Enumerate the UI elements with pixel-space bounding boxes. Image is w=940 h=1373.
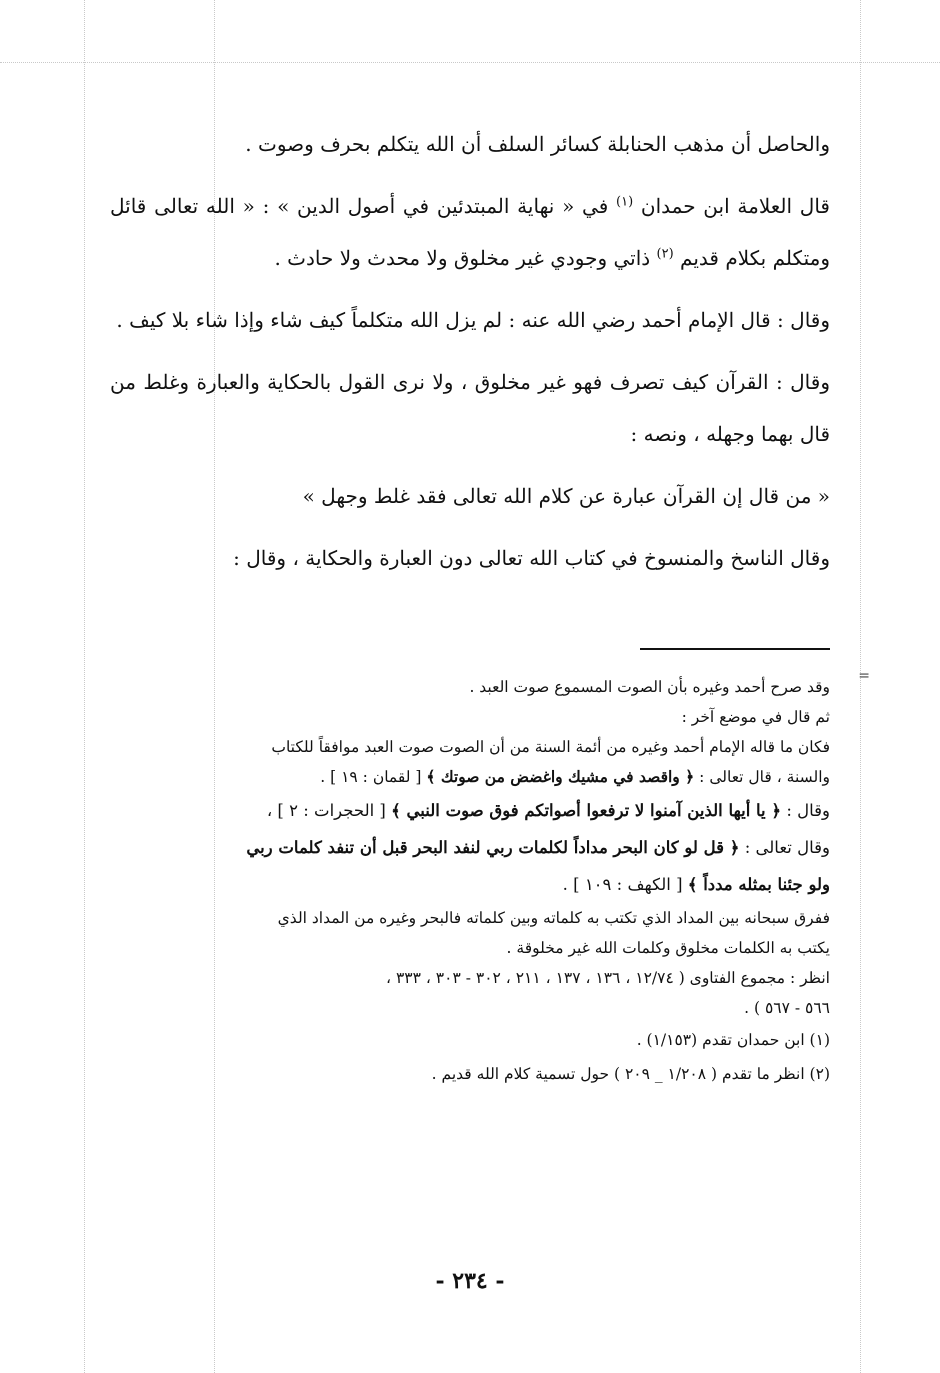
verse-citation: [ الكهف : ١٠٩ ] .	[562, 875, 688, 894]
footnote-line	[110, 993, 830, 1023]
quotation	[110, 470, 830, 522]
footnote-text: فكان ما قاله الإمام أحمد وغيره من أئمة السنة من أن الصوت صوت العبد موافقاً للكتاب	[271, 738, 830, 756]
footnote-ref: (٢)	[656, 246, 674, 262]
quran-verse: ﴿ واقصد في مشيك واغضض من صوتك ﴾	[426, 767, 695, 786]
paragraph-text: ذاتي وجودي غير مخلوق ولا محدث ولا حادث .	[274, 246, 657, 270]
footnote-line	[110, 792, 830, 829]
footnote-text: (٢) انظر ما تقدم ( ١/٢٠٨ _ ٢٠٩ ) حول تسمية كلام الله قديم .	[431, 1065, 830, 1083]
main-text	[110, 118, 830, 594]
paragraph	[110, 180, 830, 284]
footnote-text: ثم قال في موضع آخر :	[681, 708, 830, 726]
verse-citation: [ الحجرات : ٢ ] ،	[266, 801, 392, 820]
scan-guide-line	[860, 0, 861, 1373]
footnote-text: انظر : مجموع الفتاوى ( ١٢/٧٤ ، ١٣٦ ، ١٣٧ ، ٢١١ ، ٣٠٢ - ٣٠٣ ، ٣٣٣ ،	[386, 969, 830, 987]
footnote-reference	[110, 1057, 830, 1091]
footnote-line	[110, 762, 830, 792]
quran-verse: ولو جئنا بمثله مدداً ﴾	[687, 875, 830, 894]
quran-verse: ﴿ قل لو كان البحر مداداً لكلمات ربي لنفد البحر قبل أن تنفد كلمات ربي	[246, 838, 740, 857]
footnote-line	[110, 933, 830, 963]
footnote-reference	[110, 1023, 830, 1057]
paragraph-text: والحاصل أن مذهب الحنابلة كسائر السلف أن الله يتكلم بحرف وصوت .	[245, 132, 830, 156]
footnote-text: يكتب به الكلمات مخلوق وكلمات الله غير مخلوقة .	[506, 939, 830, 957]
scan-guide-line	[0, 62, 940, 63]
paragraph-text: وقال : القرآن كيف تصرف فهو غير مخلوق ، ولا نرى القول بالحكاية والعبارة وغلط من قال بهما وجهله ، ونصه :	[110, 370, 830, 446]
page-number: - ٢٣٤ -	[435, 1268, 505, 1294]
footnote-line	[110, 963, 830, 993]
quotation-text: « من قال إن القرآن عبارة عن كلام الله تعالى فقد غلط وجهل »	[302, 484, 830, 508]
footnote-text: ٥٦٦ - ٥٦٧ ) .	[744, 999, 830, 1017]
quran-verse: ﴿ يا أيها الذين آمنوا لا ترفعوا أصواتكم فوق صوت النبي ﴾	[391, 801, 782, 820]
footnote-line	[110, 866, 830, 903]
footnote-text: والسنة ، قال تعالى :	[694, 768, 830, 786]
footnote-text: وقال :	[781, 801, 830, 820]
paragraph	[110, 118, 830, 170]
footnote-text: ففرق سبحانه بين المداد الذي تكتب به كلماته وبين كلماته فالبحر وغيره من المداد الذي	[277, 909, 830, 927]
footnotes	[110, 672, 830, 1091]
footnote-line	[110, 672, 830, 702]
footnote-ref: (١)	[616, 194, 634, 210]
footnote-text: وقد صرح أحمد وغيره بأن الصوت المسموع صوت العبد .	[469, 678, 830, 696]
continuation-mark: =	[858, 668, 870, 684]
verse-citation: [ لقمان : ١٩ ] .	[320, 768, 427, 786]
paragraph	[110, 532, 830, 584]
footnote-text: (١) ابن حمدان تقدم (١/١٥٣) .	[636, 1031, 830, 1049]
paragraph-text: قال العلامة ابن حمدان	[633, 194, 830, 218]
footnote-line	[110, 702, 830, 732]
paragraph	[110, 294, 830, 346]
footnote-divider	[640, 648, 830, 650]
scan-guide-line	[84, 0, 85, 1373]
paragraph-text: وقال : قال الإمام أحمد رضي الله عنه : لم يزل الله متكلماً كيف شاء وإذا شاء بلا كيف .	[116, 308, 830, 332]
footnote-line	[110, 903, 830, 933]
footnote-text: وقال تعالى :	[739, 838, 830, 857]
footnote-line	[110, 732, 830, 762]
footnote-line	[110, 829, 830, 866]
paragraph-text: في « نهاية المبتدئين في أصول الدين » : « الله تعالى قائل ومتكلم بكلام قديم	[110, 194, 830, 270]
paragraph	[110, 356, 830, 460]
paragraph-text: وقال الناسخ والمنسوخ في كتاب الله تعالى دون العبارة والحكاية ، وقال :	[233, 546, 830, 570]
